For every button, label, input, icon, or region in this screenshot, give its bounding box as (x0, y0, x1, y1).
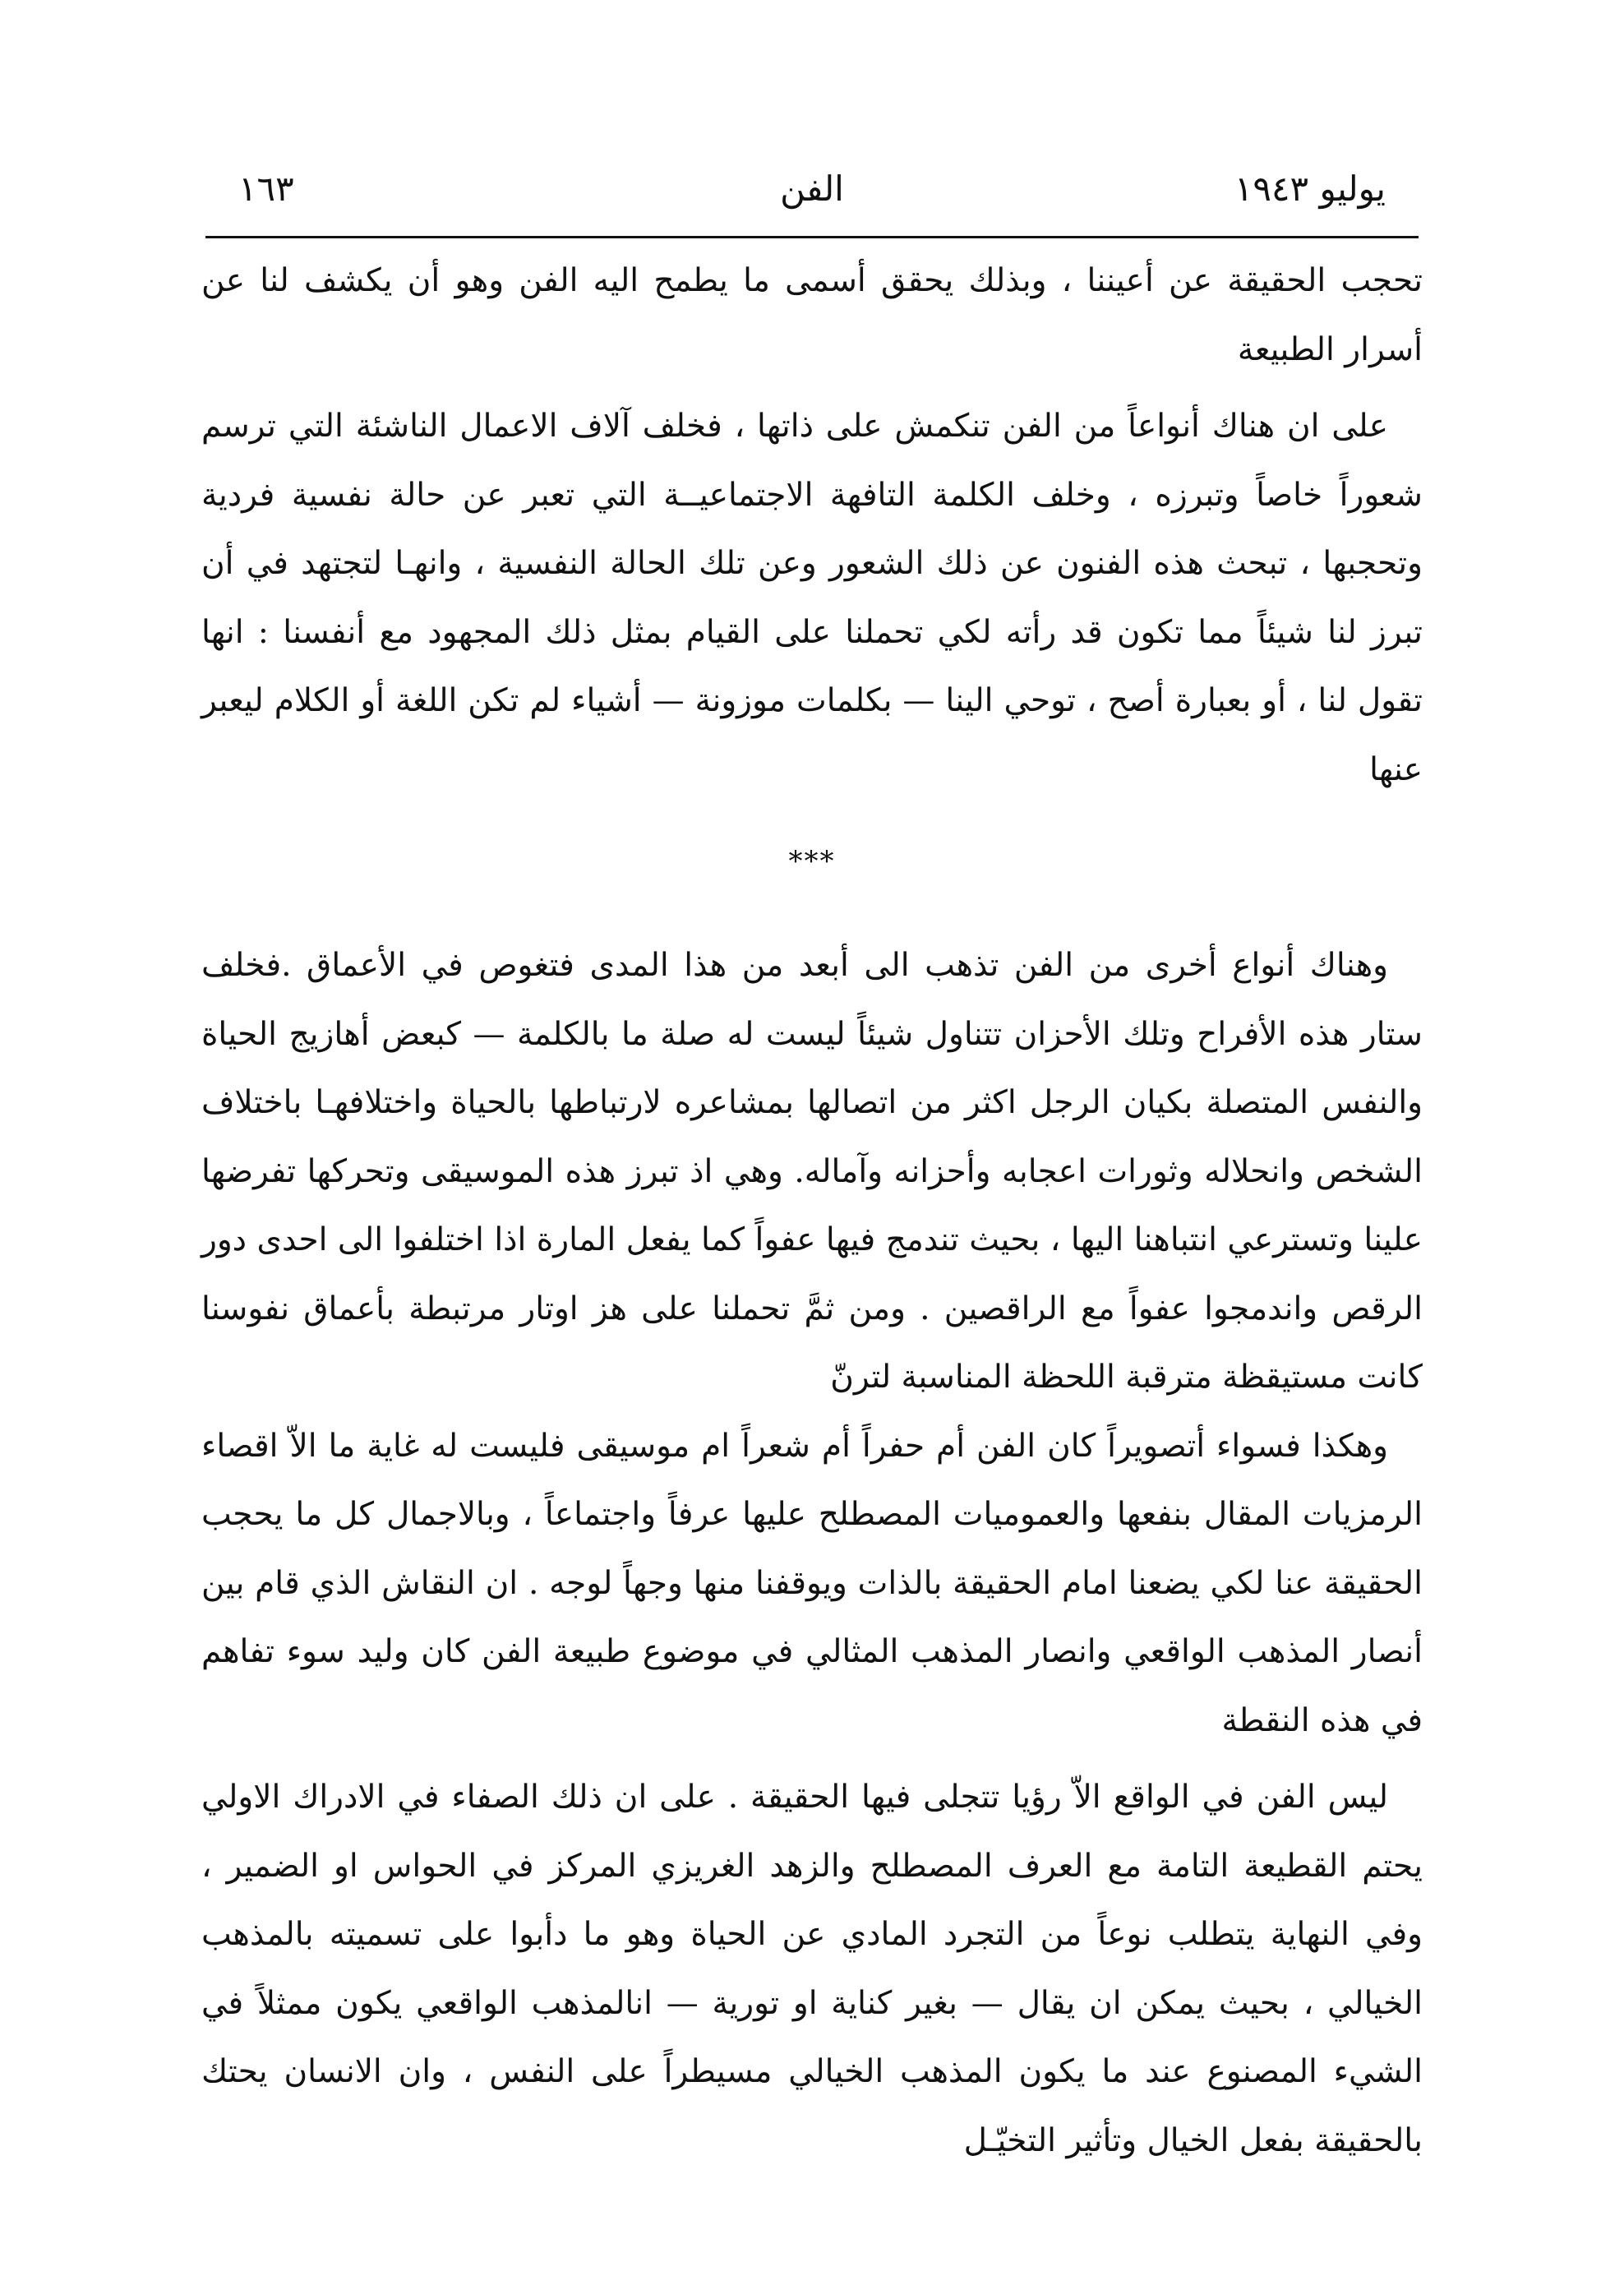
paragraph: ليس الفن في الواقع الاّ رؤيا تتجلى فيها الحقيقة . على ان ذلك الصفاء في الادراك الاولي يحتم القطيعة التامة مع العرف المصطلح والزهد الغريزي المركز في الحواس او الضمير ، وفي النهاية يتطلب نوعاً من التجرد المادي عن الحياة وهو ما دأبوا على تسميته بالمذهب الخيالي ، بحيث يمكن ان يقال — بغير كناية او تورية — انالمذهب الواقعي يكون ممثلاً في الشيء المصنوع عند ما يكون المذهب الخيالي مسيطراً على النفس ، وان الانسان يحتك بالحقيقة بفعل الخيال وتأثير التخيّـل (201, 1779, 1423, 2159)
running-header (205, 160, 1419, 218)
header-date: يوليو ١٩٤٣ (1234, 168, 1386, 209)
paragraph: وهكذا فسواء أتصويراً كان الفن أم حفراً أم شعراً ام موسيقى فليست له غاية ما الاّ اقصاء الرمزيات المقال بنفعها والعموميات المصطلح عليها عرفاً واجتماعاً ، وبالاجمال كل ما يحجب الحقيقة عنا لكي يضعنا امام الحقيقة بالذات ويوقفنا منها وجهاً لوجه . ان النقاش الذي قام بين أنصار المذهب الواقعي وانصار المذهب المثالي في موضوع طبيعة الفن كان وليد سوء تفاهم في هذه النقطة (201, 1427, 1423, 1739)
section-separator: *** (788, 845, 836, 878)
paragraph: على ان هناك أنواعاً من الفن تنكمش على ذاتها ، فخلف آلاف الاعمال الناشئة التي ترسم شعوراً خاصاً وتبرزه ، وخلف الكلمة التافهة الاجتماعيــة التي تعبر عن حالة نفسية فردية وتحجبها ، تبحث هذه الفنون عن ذلك الشعور وعن تلك الحالة النفسية ، وانهـا لتجتهد في أن تبرز لنا شيئاً مما تكون قد رأته لكي تحملنا على القيام بمثل ذلك المجهود مع أنفسنا : انها تقول لنا ، أو بعبارة أصح ، توحي الينا — بكلمات موزونة — أشياء لم تكن اللغة أو الكلام ليعبر عنها (201, 408, 1423, 788)
paragraph: وهناك أنواع أخرى من الفن تذهب الى أبعد من هذا المدى فتغوص في الأعماق .فخلف ستار هذه الأفراح وتلك الأحزان تتناول شيئاً ليست له صلة ما بالكلمة — كبعض أهازيج الحياة والنفس المتصلة بكيان الرجل اكثر من اتصالها بمشاعره لارتباطها بالحياة واختلافهـا باختلاف الشخص وانحلاله وثورات اعجابه وأحزانه وآماله. وهي اذ تبرز هذه الموسيقى وتحركها تفرضها علينا وتسترعي انتباهنا اليها ، بحيث تندمج فيها عفواً كما يفعل المارة اذا اختلفوا الى احدى دور الرقص واندمجوا عفواً مع الراقصين . ومن ثمَّ تحملنا على هز اوتار مرتبطة بأعماق نفوسنا كانت مستيقظة مترقبة اللحظة المناسبة لترنّ (201, 947, 1423, 1396)
header-divider (205, 236, 1419, 238)
header-page-number: ١٦٣ (238, 168, 294, 209)
paragraph-continuation: تحجب الحقيقة عن أعيننا ، وبذلك يحقق أسمى ما يطمح اليه الفن وهو أن يكشف لنا عن أسرار الطبيعة (201, 262, 1423, 368)
text-body (201, 247, 1423, 2175)
header-title: الفن (780, 168, 844, 209)
